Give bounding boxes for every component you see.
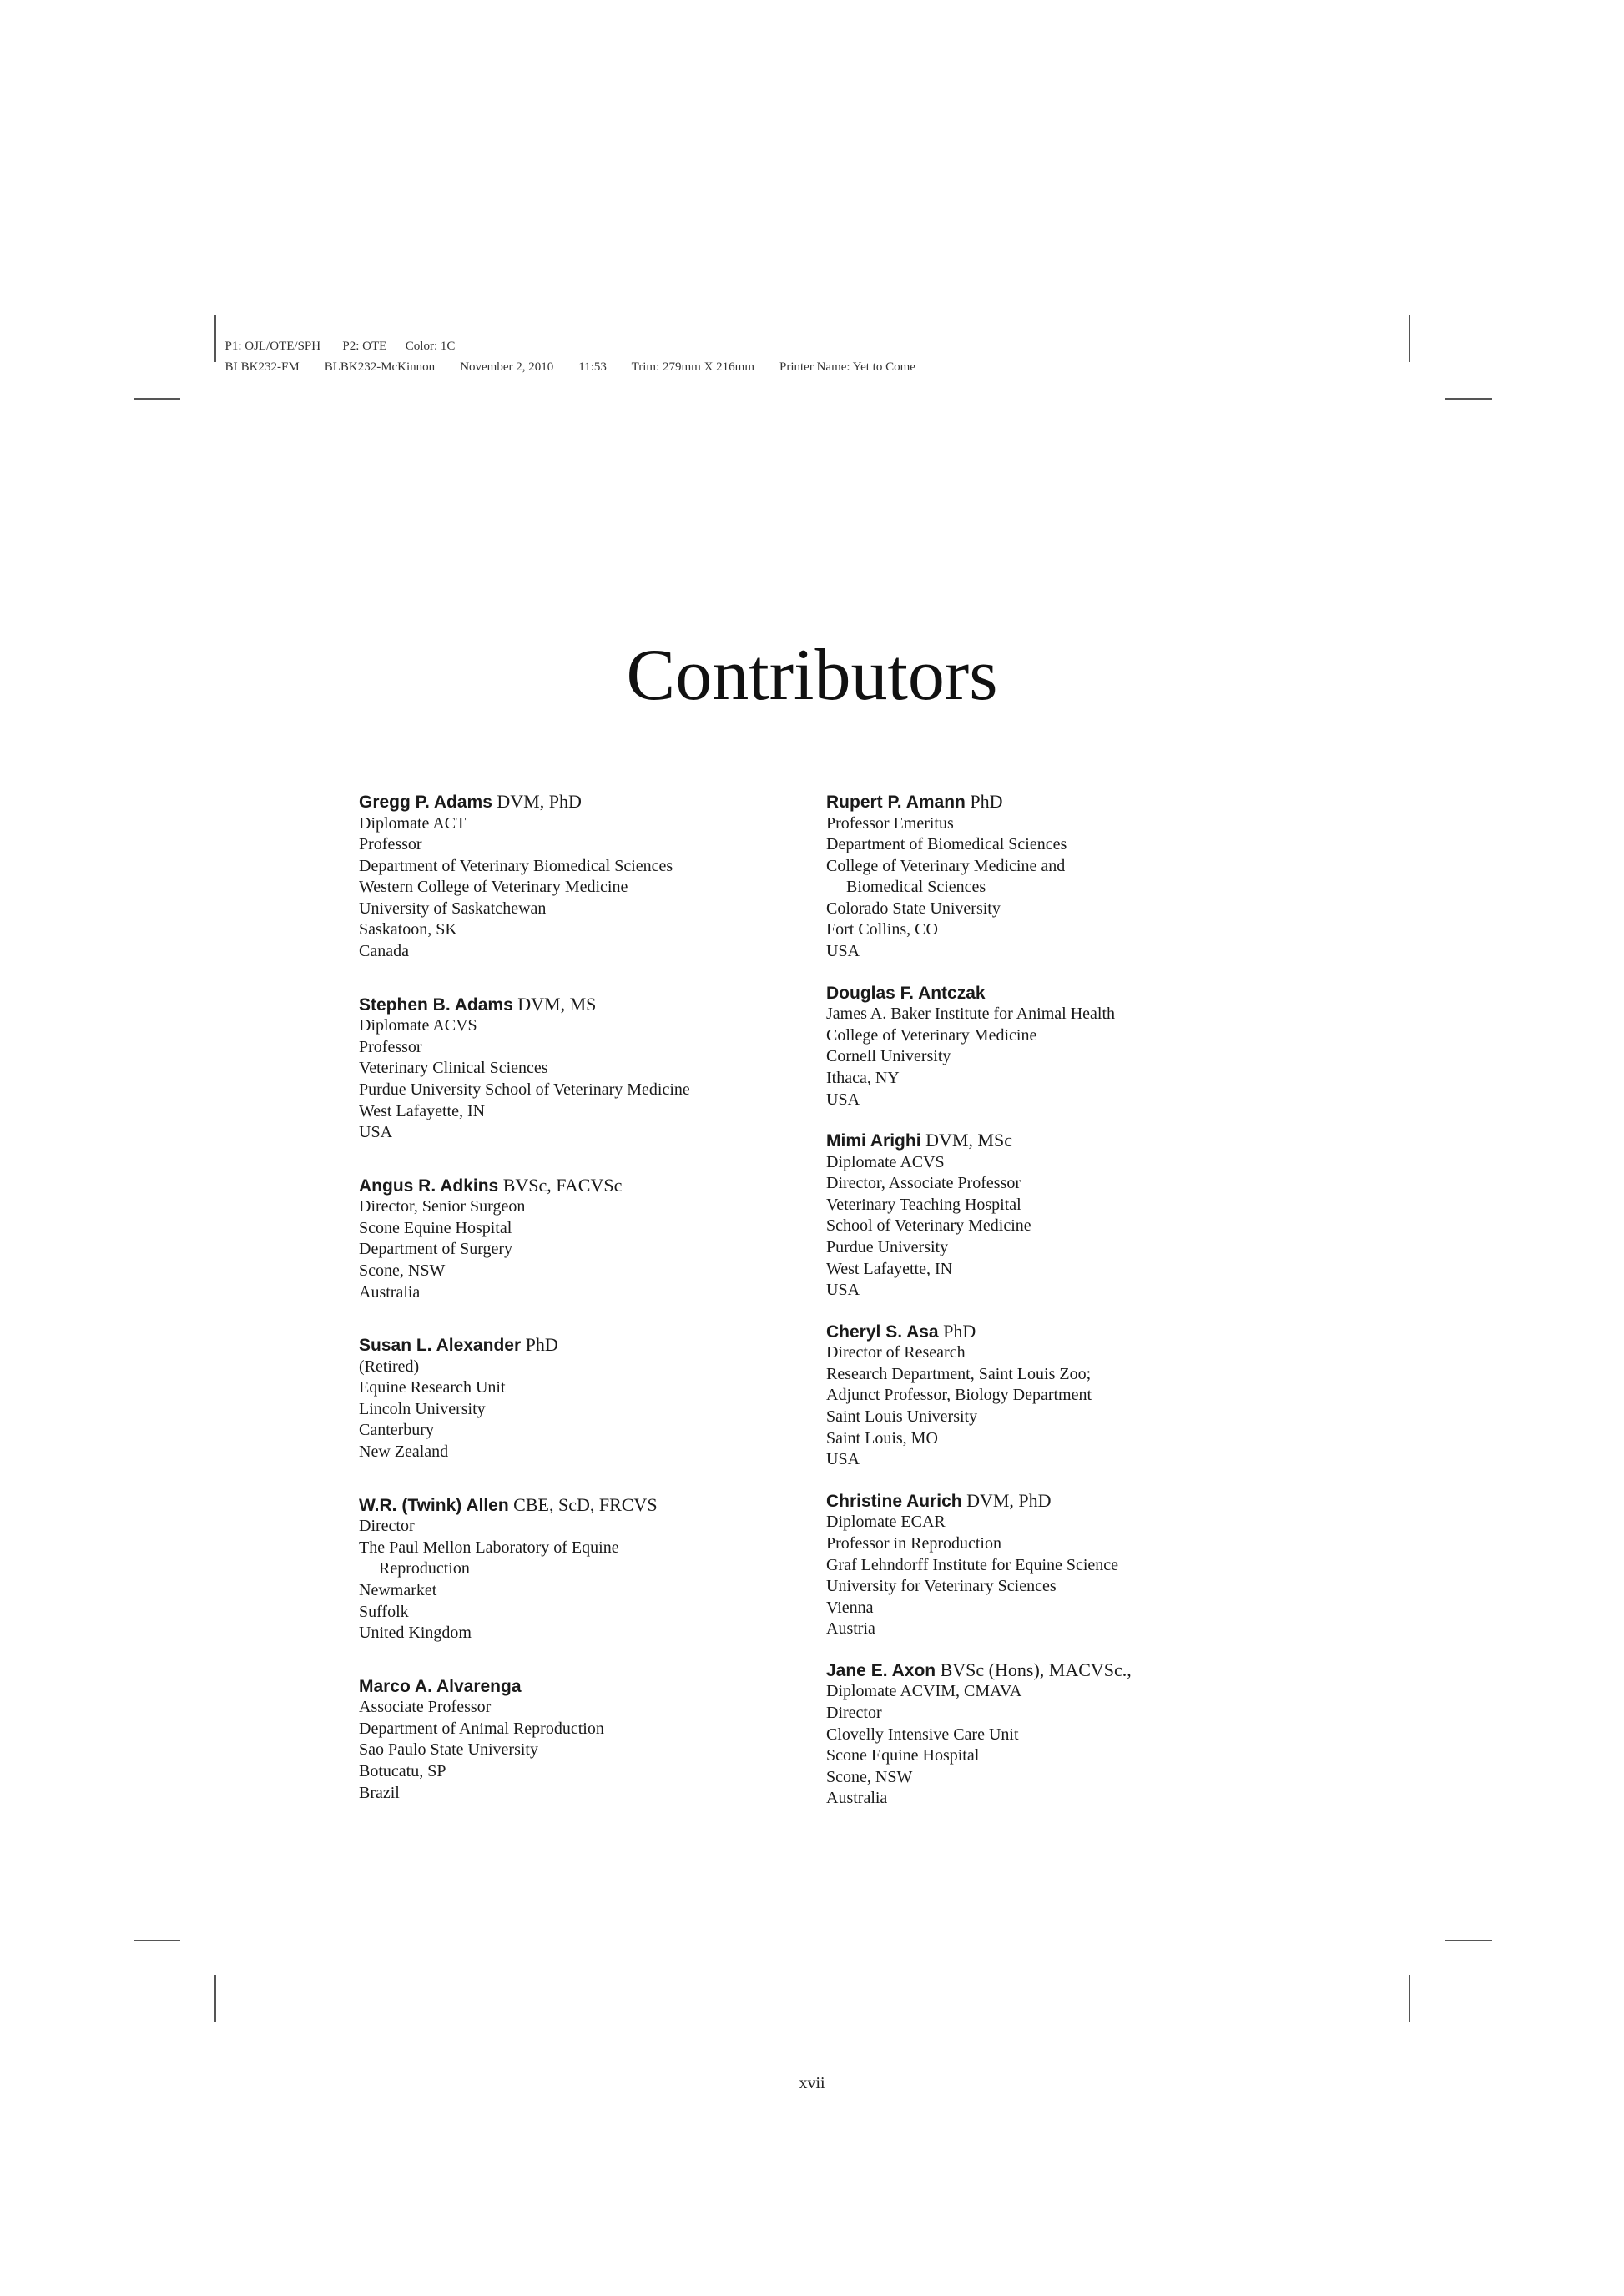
contributor-affiliation-line: Associate Professor — [359, 1698, 492, 1717]
contributor-affiliation-line: College of Veterinary Medicine and — [826, 856, 1066, 875]
contributor-affiliation-line: Graf Lehndorff Institute for Equine Science — [826, 1555, 1119, 1574]
slug-file: BLBK232-FM — [224, 360, 300, 374]
contributor-name: Cheryl S. Asa — [826, 1322, 939, 1342]
contributor-affiliation-line: Scone Equine Hospital — [359, 1218, 512, 1237]
contributor-affiliation-line: Western College of Veterinary Medicine — [359, 878, 628, 897]
contributor-entry — [359, 994, 776, 1144]
contributor-name: Angus R. Adkins — [359, 1176, 499, 1196]
contributor-affiliation-line: West Lafayette, IN — [826, 1259, 953, 1278]
printer-slug-line-2 — [219, 346, 915, 375]
contributor-name-line — [826, 1130, 1294, 1152]
contributor-credentials: PhD — [943, 1320, 976, 1342]
contributor-name-line — [826, 791, 1294, 813]
contributor-entry — [826, 1490, 1294, 1640]
contributor-affiliation-line: Research Department, Saint Louis Zoo; — [826, 1364, 1092, 1383]
contributor-affiliation-line: Scone, NSW — [826, 1767, 913, 1786]
contributor-affiliation-line: Canterbury — [359, 1421, 434, 1440]
contributor-affiliation-line: Diplomate ACVS — [359, 1016, 477, 1035]
contributors-right-column — [826, 791, 1294, 1829]
contributor-name-line — [359, 1334, 776, 1357]
contributor-affiliation-line: Sao Paulo State University — [359, 1740, 538, 1760]
contributor-affiliation-line: Saint Louis University — [826, 1407, 978, 1427]
contributor-name-line — [826, 1659, 1294, 1682]
contributor-affiliation-line: Professor — [359, 835, 422, 854]
slug-trim: Trim: 279mm X 216mm — [631, 360, 754, 374]
slug-proof-1: P1: OJL/OTE/SPH — [224, 340, 321, 353]
contributor-affiliation-line: (Retired) — [359, 1357, 420, 1376]
contributor-affiliation-line: Newmarket — [359, 1580, 437, 1599]
contributor-name-line — [826, 1321, 1294, 1343]
slug-time: 11:53 — [578, 360, 607, 374]
contributor-affiliation-line: Suffolk — [359, 1602, 409, 1621]
crop-mark-top-left-horizontal — [134, 398, 180, 400]
crop-mark-bottom-right-vertical — [1409, 1975, 1410, 2022]
contributor-affiliation-line: USA — [826, 942, 860, 961]
contributor-affiliation-line: Reproduction — [379, 1559, 470, 1578]
contributor-affiliation-line: Saskatoon, SK — [359, 920, 457, 939]
contributor-name-line — [359, 791, 776, 813]
contributor-entry — [359, 791, 776, 963]
crop-mark-bottom-right-horizontal — [1445, 1940, 1492, 1941]
contributor-affiliation-line: Canada — [359, 942, 409, 961]
contributor-affiliation-line: USA — [826, 1090, 860, 1109]
contributor-affiliation-line: Clovelly Intensive Care Unit — [826, 1725, 1019, 1744]
contributor-entry — [826, 1130, 1294, 1302]
contributor-credentials: DVM, PhD — [497, 791, 582, 812]
contributor-credentials: PhD — [970, 791, 1003, 812]
crop-mark-bottom-left-vertical — [214, 1975, 216, 2022]
contributor-affiliation-line: Professor — [359, 1037, 422, 1056]
contributor-affiliation-line: Ithaca, NY — [826, 1068, 900, 1087]
contributor-name: Susan L. Alexander — [359, 1336, 522, 1356]
contributor-affiliation-line: Cornell University — [826, 1047, 951, 1066]
crop-mark-top-right-horizontal — [1445, 398, 1492, 400]
contributor-name-line — [359, 1675, 776, 1698]
slug-color: Color: 1C — [405, 340, 456, 353]
contributor-affiliation-line: Fort Collins, CO — [826, 920, 938, 939]
contributor-affiliation-line: USA — [359, 1123, 393, 1142]
contributor-affiliation-line: College of Veterinary Medicine — [826, 1025, 1037, 1045]
contributor-affiliation-line: Director, Senior Surgeon — [359, 1197, 526, 1216]
contributor-name: Stephen B. Adams — [359, 994, 513, 1015]
contributor-affiliation-line: Director — [359, 1517, 415, 1536]
contributor-affiliation-line: Professor Emeritus — [826, 813, 954, 833]
contributor-entry — [826, 1659, 1294, 1810]
contributor-affiliation-line: Veterinary Teaching Hospital — [826, 1195, 1021, 1214]
contributor-entry — [359, 1494, 776, 1644]
contributor-affiliation-line: Lincoln University — [359, 1399, 486, 1418]
crop-mark-top-right-vertical — [1409, 315, 1410, 362]
slug-date: November 2, 2010 — [460, 360, 554, 374]
slug-printer: Printer Name: Yet to Come — [779, 360, 915, 374]
contributor-affiliation-line: USA — [826, 1281, 860, 1300]
contributor-entry — [826, 791, 1294, 963]
contributor-affiliation-line: New Zealand — [359, 1443, 449, 1462]
contributor-affiliation-line: University for Veterinary Sciences — [826, 1577, 1057, 1596]
contributor-credentials: DVM, PhD — [966, 1489, 1052, 1511]
contributor-name-line — [359, 1494, 776, 1517]
contributor-name: Rupert P. Amann — [826, 793, 966, 812]
slug-book: BLBK232-McKinnon — [324, 360, 436, 374]
contributor-affiliation-line: Department of Surgery — [359, 1240, 513, 1259]
crop-mark-bottom-left-horizontal — [134, 1940, 180, 1941]
contributor-affiliation-line: Diplomate ACT — [359, 813, 467, 833]
contributor-entry — [359, 1675, 776, 1804]
contributor-credentials: BVSc, FACVSc — [502, 1174, 623, 1196]
contributor-affiliation-line: Professor in Reproduction — [826, 1533, 1001, 1553]
contributor-affiliation-line: Department of Animal Reproduction — [359, 1719, 604, 1738]
contributor-affiliation-line: Veterinary Clinical Sciences — [359, 1059, 548, 1078]
contributor-affiliation-line: Purdue University School of Veterinary Medicine — [359, 1080, 690, 1099]
contributor-affiliation-line: Australia — [359, 1282, 421, 1302]
contributor-affiliation-line: Adjunct Professor, Biology Department — [826, 1386, 1092, 1405]
contributor-affiliation-line: Department of Biomedical Sciences — [826, 835, 1067, 854]
contributor-affiliation-line: Scone Equine Hospital — [826, 1746, 980, 1765]
page-number: xvii — [799, 2074, 825, 2092]
contributor-affiliation-line: University of Saskatchewan — [359, 899, 547, 918]
contributor-name: W.R. (Twink) Allen — [359, 1495, 509, 1515]
contributor-affiliation-line: Department of Veterinary Biomedical Sciences — [359, 856, 673, 875]
contributor-affiliation-line: Director, Associate Professor — [826, 1174, 1021, 1193]
contributor-name: Jane E. Axon — [826, 1660, 936, 1680]
contributor-credentials: DVM, MS — [517, 993, 597, 1015]
contributor-affiliation-line: Diplomate ACVIM, CMAVA — [826, 1682, 1022, 1701]
contributor-credentials: PhD — [525, 1334, 558, 1356]
contributor-affiliation-line: Colorado State University — [826, 899, 1001, 918]
contributor-entry — [826, 982, 1294, 1110]
contributor-affiliation-line: Diplomate ECAR — [826, 1513, 946, 1532]
contributor-credentials: DVM, MSc — [925, 1130, 1012, 1151]
page-title: Contributors — [626, 634, 998, 716]
contributor-affiliation-line: Brazil — [359, 1783, 400, 1802]
contributor-name: Mimi Arighi — [826, 1131, 921, 1151]
contributor-affiliation-line: Austria — [826, 1619, 875, 1639]
contributor-affiliation-line: Vienna — [826, 1598, 874, 1617]
contributor-name-line — [826, 982, 1294, 1004]
contributor-affiliation-line: Director — [826, 1704, 882, 1722]
contributor-affiliation-line: Scone, NSW — [359, 1261, 446, 1280]
contributor-name: Marco A. Alvarenga — [359, 1676, 522, 1696]
contributor-name-line — [359, 1175, 776, 1197]
contributor-entry — [359, 1334, 776, 1463]
contributor-credentials: CBE, ScD, FRCVS — [513, 1493, 658, 1515]
contributor-affiliation-line: James A. Baker Institute for Animal Health — [826, 1004, 1116, 1024]
contributor-name-line — [826, 1490, 1294, 1513]
contributor-affiliation-line: Diplomate ACVS — [826, 1152, 945, 1171]
contributor-affiliation-line: Purdue University — [826, 1238, 949, 1256]
contributor-name-line — [359, 994, 776, 1016]
contributors-left-column — [359, 791, 776, 1835]
contributor-credentials: BVSc (Hons), MACVSc., — [940, 1659, 1132, 1680]
contributor-name: Gregg P. Adams — [359, 793, 492, 812]
contributor-affiliation-line: Director of Research — [826, 1343, 966, 1362]
contributor-entry — [826, 1321, 1294, 1471]
contributor-affiliation-line: USA — [826, 1450, 860, 1469]
contributor-affiliation-line: Saint Louis, MO — [826, 1428, 938, 1448]
contributor-entry — [359, 1175, 776, 1303]
contributor-affiliation-line: Biomedical Sciences — [846, 878, 986, 897]
contributor-affiliation-line: Botucatu, SP — [359, 1762, 446, 1780]
contributor-name: Christine Aurich — [826, 1491, 962, 1511]
contributor-affiliation-line: The Paul Mellon Laboratory of Equine — [359, 1538, 619, 1557]
contributor-affiliation-line: School of Veterinary Medicine — [826, 1216, 1031, 1236]
slug-proof-2: P2: OTE — [342, 340, 387, 353]
crop-mark-top-left-vertical — [214, 315, 216, 362]
contributor-name: Douglas F. Antczak — [826, 983, 986, 1003]
contributor-affiliation-line: Australia — [826, 1789, 888, 1808]
contributor-affiliation-line: United Kingdom — [359, 1624, 472, 1643]
contributor-affiliation-line: Equine Research Unit — [359, 1378, 506, 1397]
contributor-affiliation-line: West Lafayette, IN — [359, 1101, 486, 1120]
